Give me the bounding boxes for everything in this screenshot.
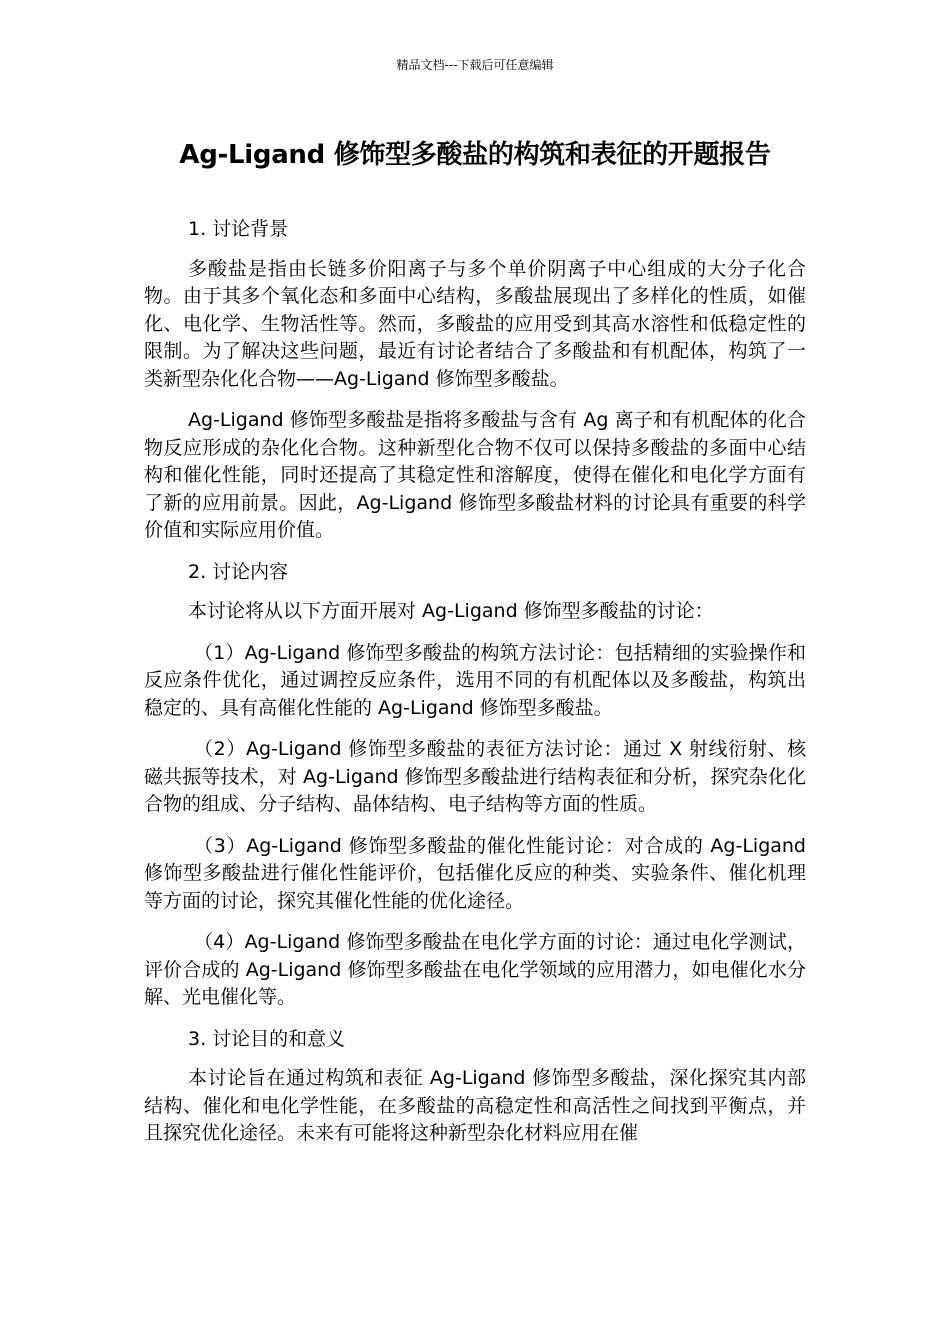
paragraph-background-2: Ag-Ligand 修饰型多酸盐是指将多酸盐与含有 Ag 离子和有机配体的化合物反应形成的杂化化合物。这种新型化合物不仅可以保持多酸盐的多面中心结构和催化性能，同时还提高了其稳定性和溶解度，使得在催化和电化学方面有了新的应用前景。因此，Ag-Ligand 修饰型多酸盐材料的讨论具有重要的科学价值和实际应用价值。 <box>144 409 806 541</box>
list-item-catalysis: （3）Ag-Ligand 修饰型多酸盐的催化性能讨论：对合成的 Ag-Ligand 修饰型多酸盐进行催化性能评价，包括催化反应的种类、实验条件、催化机理等方面的讨论，探究其催化性能的优化途径。 <box>144 834 806 912</box>
section-heading-purpose: 3. 讨论目的和意义 <box>188 1027 346 1050</box>
document-body <box>144 216 806 1162</box>
list-item-electrochemistry: （4）Ag-Ligand 修饰型多酸盐在电化学方面的讨论：通过电化学测试，评价合成的 Ag-Ligand 修饰型多酸盐在电化学领域的应用潜力，如电催化水分解、光电催化等。 <box>144 931 806 1008</box>
document-title: Ag-Ligand 修饰型多酸盐的构筑和表征的开题报告 <box>179 140 771 170</box>
page-header: 精品文档---下载后可任意编辑 <box>396 58 554 72</box>
list-item-construction: （1）Ag-Ligand 修饰型多酸盐的构筑方法讨论：包括精细的实验操作和反应条件优化，通过调控反应条件，选用不同的有机配体以及多酸盐，构筑出稳定的、具有高催化性能的 Ag-Ligand 修饰型多酸盐。 <box>144 641 806 719</box>
paragraph-content-intro: 本讨论将从以下方面开展对 Ag-Ligand 修饰型多酸盐的讨论： <box>188 600 714 622</box>
paragraph-background-1: 多酸盐是指由长链多价阳离子与多个单价阴离子中心组成的大分子化合物。由于其多个氧化态和多面中心结构，多酸盐展现出了多样化的性质，如催化、电化学、生物活性等。然而，多酸盐的应用受到其高水溶性和低稳定性的限制。为了解决这些问题，最近有讨论者结合了多酸盐和有机配体，构筑了一类新型杂化化合物——Ag-Ligand 修饰型多酸盐。 <box>144 257 806 390</box>
paragraph-purpose-1: 本讨论旨在通过构筑和表征 Ag-Ligand 修饰型多酸盐，深化探究其内部结构、催化和电化学性能，在多酸盐的高稳定性和高活性之间找到平衡点，并且探究优化途径。未来有可能将这种新型杂化材料应用在催 <box>144 1067 806 1144</box>
section-heading-content: 2. 讨论内容 <box>188 560 289 583</box>
list-item-characterization: （2）Ag-Ligand 修饰型多酸盐的表征方法讨论：通过 X 射线衍射、核磁共振等技术，对 Ag-Ligand 修饰型多酸盐进行结构表征和分析，探究杂化化合物的组成、分子结构、晶体结构、电子结构等方面的性质。 <box>144 738 806 815</box>
section-heading-background: 1. 讨论背景 <box>188 218 289 240</box>
